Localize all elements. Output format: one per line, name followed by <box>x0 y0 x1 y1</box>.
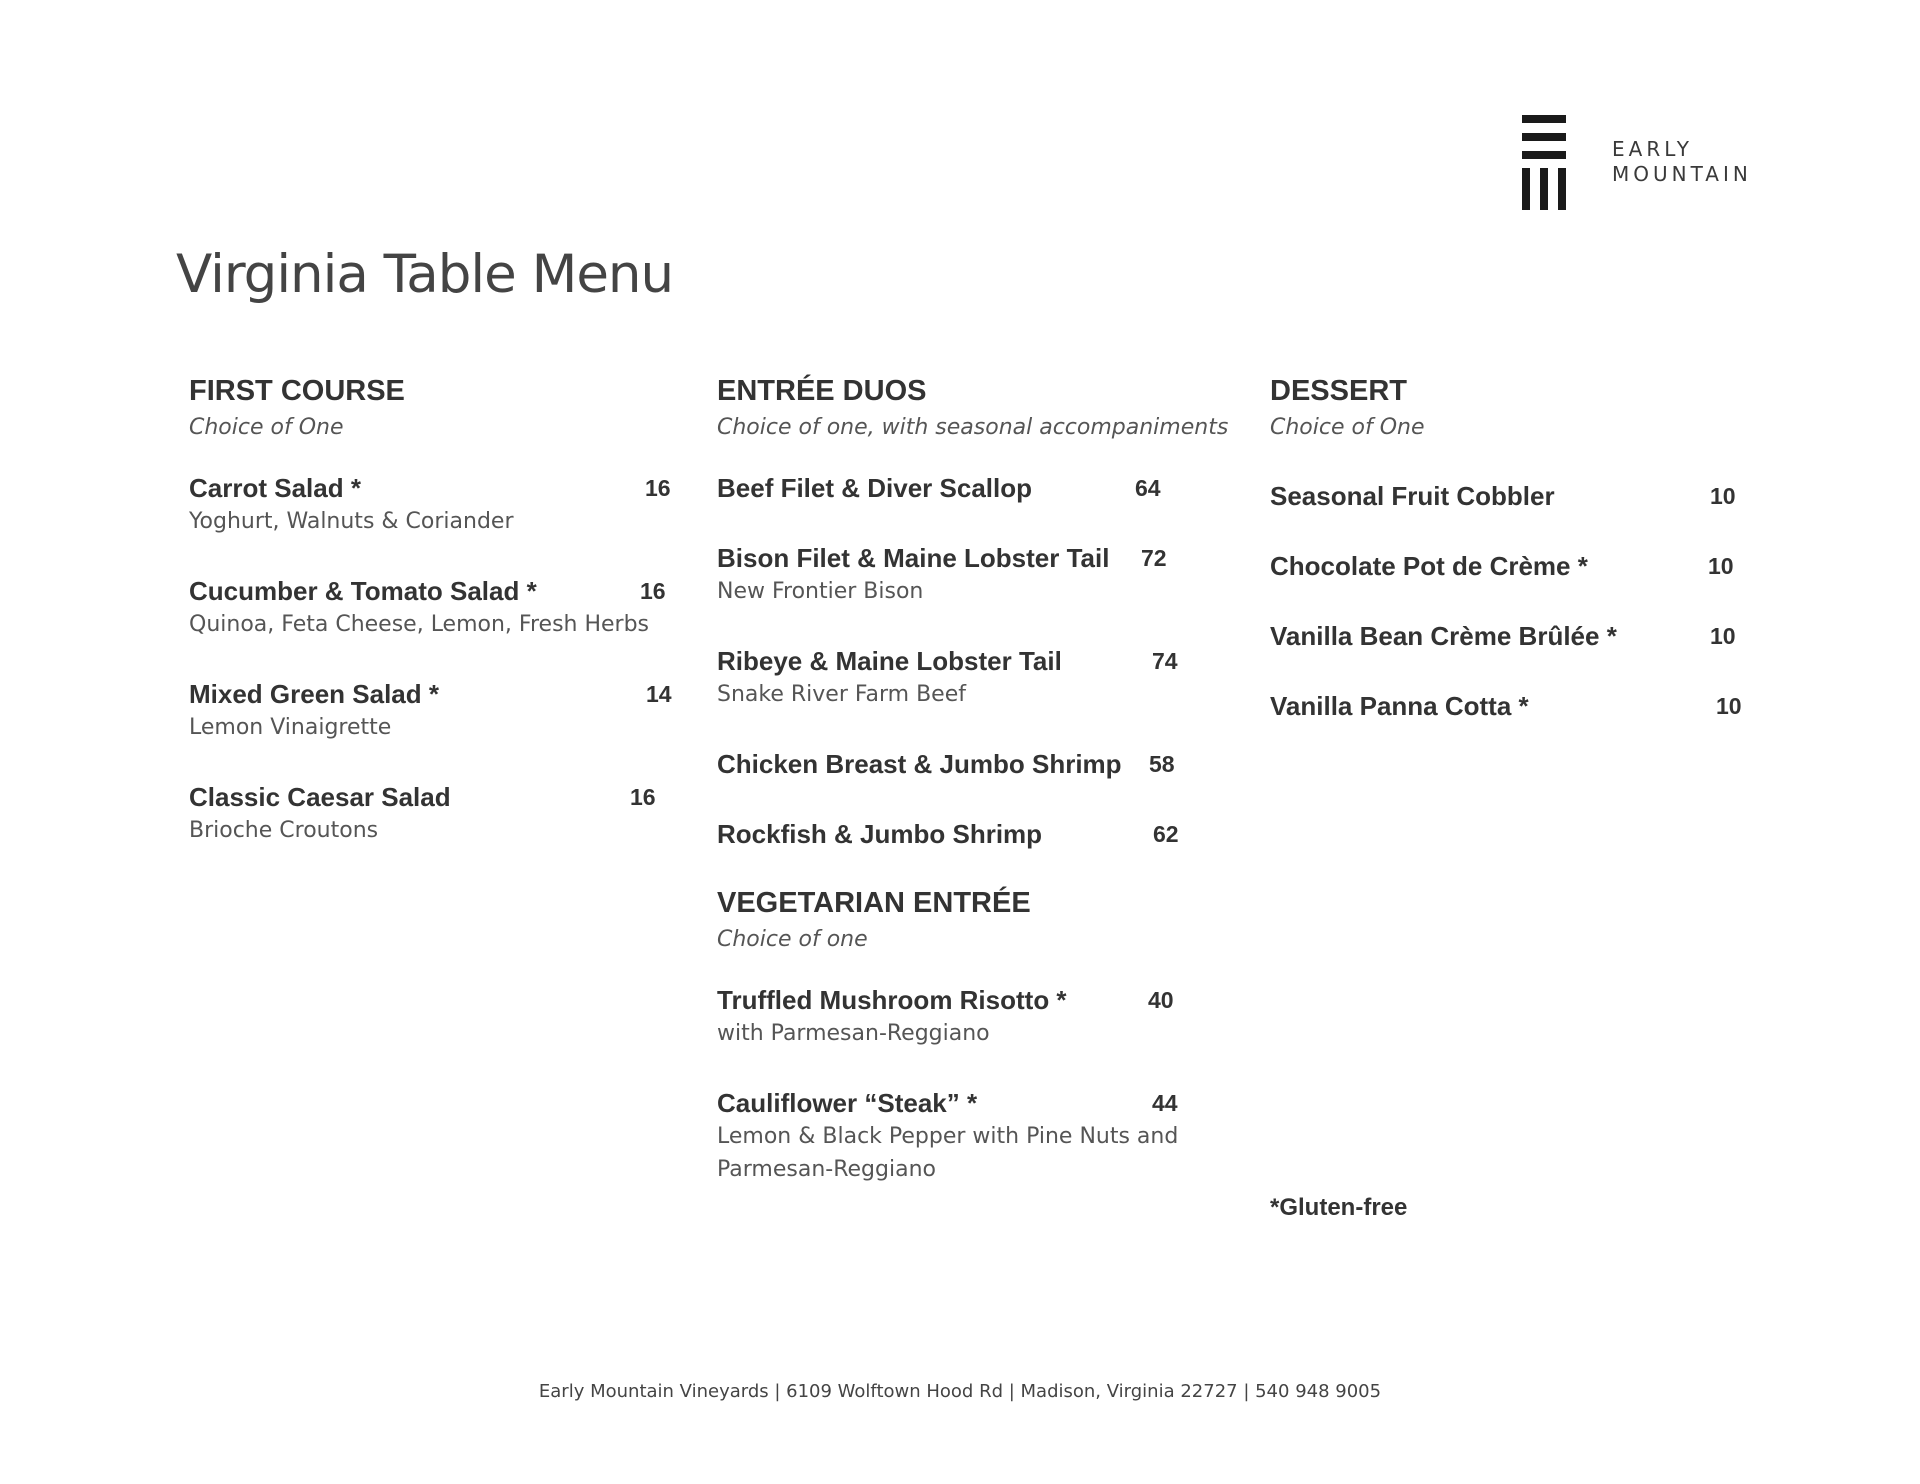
logo-line-1: EARLY <box>1612 137 1693 161</box>
item-name: Vanilla Bean Crème Brûlée * <box>1270 621 1617 651</box>
item-name: Classic Caesar Salad <box>189 782 451 812</box>
item-description: Lemon & Black Pepper with Pine Nuts and <box>717 1124 1179 1149</box>
item-name: Beef Filet & Diver Scallop <box>717 473 1032 503</box>
item-name: Mixed Green Salad * <box>189 679 439 709</box>
item-price: 74 <box>1152 648 1178 674</box>
menu-item <box>1270 619 1750 653</box>
item-description: with Parmesan-Reggiano <box>717 1021 990 1046</box>
item-description: Brioche Croutons <box>189 818 379 843</box>
vegetarian-section <box>717 885 1237 1186</box>
item-price: 10 <box>1710 483 1736 509</box>
item-price: 14 <box>646 681 672 707</box>
logo-mark-icon <box>1522 115 1566 210</box>
item-price: 16 <box>645 475 671 501</box>
item-description: Lemon Vinaigrette <box>189 715 392 740</box>
dessert-section <box>1270 373 1750 723</box>
item-price: 64 <box>1135 475 1161 501</box>
item-price: 10 <box>1710 623 1736 649</box>
dessert-heading: DESSERT <box>1270 375 1407 407</box>
item-price: 10 <box>1708 553 1734 579</box>
item-name: Truffled Mushroom Risotto * <box>717 985 1067 1015</box>
menu-item <box>717 644 1237 711</box>
menu-item <box>189 780 689 847</box>
menu-item <box>717 471 1237 505</box>
item-name: Cucumber & Tomato Salad * <box>189 576 537 606</box>
item-price: 16 <box>630 784 656 810</box>
menu-item <box>1270 689 1750 723</box>
brand-logo <box>1522 115 1762 210</box>
item-price: 40 <box>1148 987 1174 1013</box>
gluten-free-note: *Gluten-free <box>1270 1194 1408 1221</box>
item-price: 62 <box>1153 821 1179 847</box>
item-description: Snake River Farm Beef <box>717 682 966 707</box>
menu-item <box>717 541 1237 608</box>
item-name: Bison Filet & Maine Lobster Tail <box>717 543 1110 573</box>
item-price: 10 <box>1716 693 1742 719</box>
menu-item <box>717 983 1237 1050</box>
entree-duos-heading: ENTRÉE DUOS <box>717 375 927 407</box>
item-price: 44 <box>1152 1090 1178 1116</box>
vegetarian-heading: VEGETARIAN ENTRÉE <box>717 887 1031 919</box>
entree-duos-subheading: Choice of one, with seasonal accompaniments <box>717 415 1229 440</box>
menu-item <box>1270 479 1750 513</box>
item-name: Vanilla Panna Cotta * <box>1270 691 1529 721</box>
item-name: Rockfish & Jumbo Shrimp <box>717 819 1043 849</box>
menu-item <box>1270 549 1750 583</box>
menu-item <box>717 747 1237 781</box>
item-description: Yoghurt, Walnuts & Coriander <box>189 509 514 534</box>
menu-item <box>189 677 689 744</box>
first-course-subheading: Choice of One <box>189 415 344 440</box>
item-name: Carrot Salad * <box>189 473 361 503</box>
item-name: Chicken Breast & Jumbo Shrimp <box>717 749 1122 779</box>
menu-item <box>189 574 689 641</box>
menu-item <box>717 817 1237 851</box>
item-name: Seasonal Fruit Cobbler <box>1270 481 1555 511</box>
item-name: Chocolate Pot de Crème * <box>1270 551 1588 581</box>
page-title: Virginia Table Menu <box>176 244 674 305</box>
item-name: Cauliflower “Steak” * <box>717 1088 978 1118</box>
first-course-section <box>189 373 689 847</box>
logo-line-2: MOUNTAIN <box>1612 162 1752 186</box>
vegetarian-subheading: Choice of one <box>717 927 868 952</box>
item-description: New Frontier Bison <box>717 579 924 604</box>
dessert-subheading: Choice of One <box>1270 415 1425 440</box>
item-price: 72 <box>1141 545 1167 571</box>
item-price: 58 <box>1149 751 1175 777</box>
item-price: 16 <box>640 578 666 604</box>
item-name: Ribeye & Maine Lobster Tail <box>717 646 1062 676</box>
first-course-heading: FIRST COURSE <box>189 375 405 407</box>
menu-item <box>189 471 689 538</box>
item-description: Parmesan-Reggiano <box>717 1157 936 1182</box>
logo-wordmark <box>1612 137 1752 187</box>
menu-item <box>717 1086 1237 1186</box>
footer-contact: Early Mountain Vineyards | 6109 Wolftown Hood Rd | Madison, Virginia 22727 | 540 948 9005 <box>538 1381 1382 1402</box>
item-description: Quinoa, Feta Cheese, Lemon, Fresh Herbs <box>189 612 650 637</box>
entree-duos-section <box>717 373 1237 1186</box>
